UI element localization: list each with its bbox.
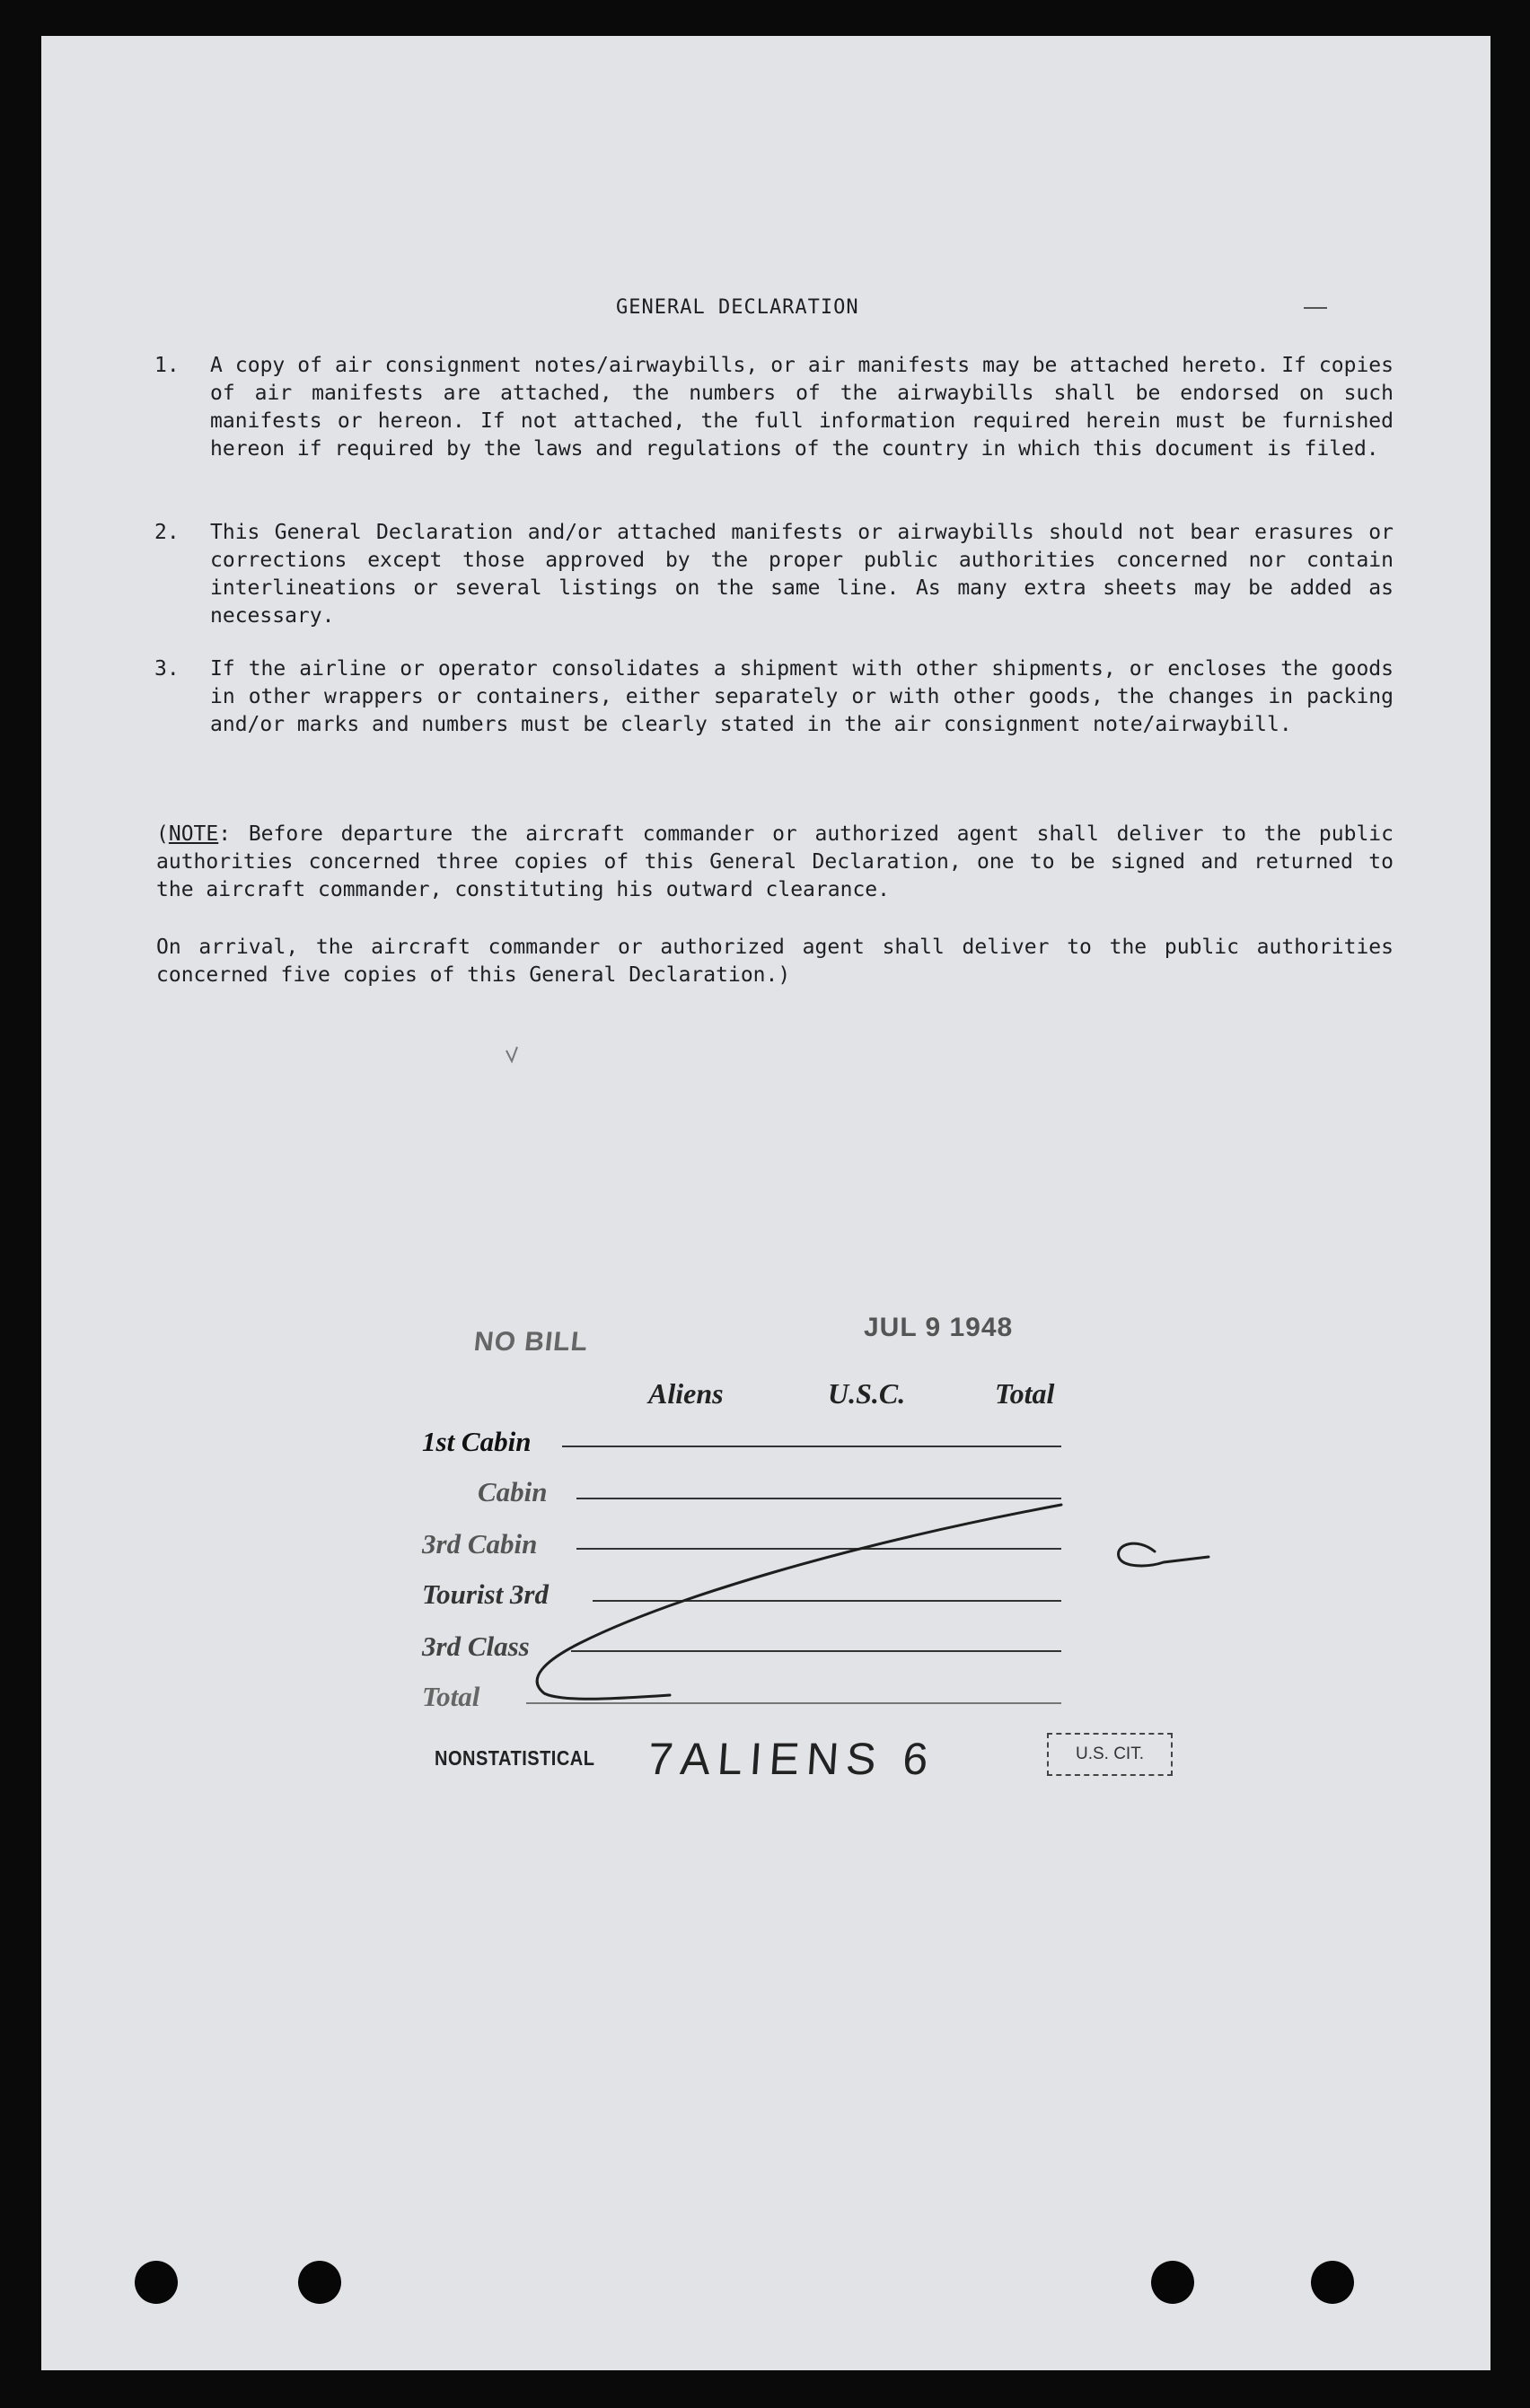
date-stamp: JUL 9 1948: [864, 1313, 1014, 1342]
diagonal-cancel-stroke: [537, 1505, 1061, 1699]
column-header-usc: U.S.C.: [828, 1377, 906, 1410]
punch-hole-icon: [1151, 2261, 1194, 2304]
item-text: A copy of air consignment notes/airwaybills, or air manifests may be attached hereto. If copies of air manifests are attached, the numbers of the airwaybills shall be endorsed on such manifests or hereon. If not attached, the full information required herein must be furnished hereon if required by the laws and regulations of the country in which this document is filed.: [210, 354, 1394, 461]
arrival-paragraph: On arrival, the aircraft commander or authorized agent shall deliver to the public authorities concerned five copies of this General Declaration.): [156, 936, 1394, 987]
row-label-1st-cabin: 1st Cabin: [422, 1426, 532, 1457]
item-number: 3.: [154, 657, 180, 681]
punch-hole-icon: [1311, 2261, 1354, 2304]
no-bill-stamp: NO BILL: [472, 1327, 590, 1357]
note-heading: NOTE: [168, 822, 219, 846]
row-label-cabin: Cabin: [478, 1476, 548, 1507]
row-label-3rd-class: 3rd Class: [422, 1630, 530, 1662]
document-title: GENERAL DECLARATION: [616, 296, 859, 319]
item-text: This General Declaration and/or attached manifests or airwaybills should not bear erasures or corrections except those approved by the proper public authorities concerned nor contain interlineations or several listings on the same line. As many extra sheets may be added as necessary.: [210, 521, 1394, 628]
item-text: If the airline or operator consolidates a shipment with other shipments, or encloses the goods in other wrappers or containers, either separately or with other goods, the changes in packing and/or marks and numbers must be clearly stated in the air consignment note/airwaybill.: [210, 657, 1394, 736]
row-label-total: Total: [422, 1681, 480, 1712]
at-sign-mark: [1119, 1543, 1209, 1566]
column-header-total: Total: [995, 1377, 1055, 1410]
column-header-aliens: Aliens: [648, 1377, 724, 1410]
pen-strokes: [41, 36, 1490, 2370]
note-paragraph: (NOTE: Before departure the aircraft commander or authorized agent shall deliver to the public authorities concerned three copies of this General Declaration, one to be signed and returned to the aircraft commander, constituting his outward clearance.: [156, 822, 1394, 901]
punch-hole-icon: [135, 2261, 178, 2304]
punch-hole-icon: [298, 2261, 341, 2304]
note-body: : Before departure the aircraft commander or authorized agent shall deliver to the public authorities concerned three copies of this General Declaration, one to be signed and returned to the aircraft commander, constituting his outward clearance.: [156, 822, 1394, 901]
item-number: 2.: [154, 521, 180, 544]
checkmark: [506, 1047, 517, 1061]
us-cit-stamp: U.S. CIT.: [1047, 1733, 1173, 1776]
row-label-3rd-cabin: 3rd Cabin: [422, 1528, 538, 1560]
document-page: [41, 36, 1490, 2370]
handwritten-note: 7ALIENS 6: [646, 1734, 937, 1784]
nonstatistical-stamp: NONSTATISTICAL: [435, 1747, 595, 1771]
item-number: 1.: [154, 354, 180, 377]
row-label-tourist-3rd: Tourist 3rd: [422, 1578, 549, 1610]
